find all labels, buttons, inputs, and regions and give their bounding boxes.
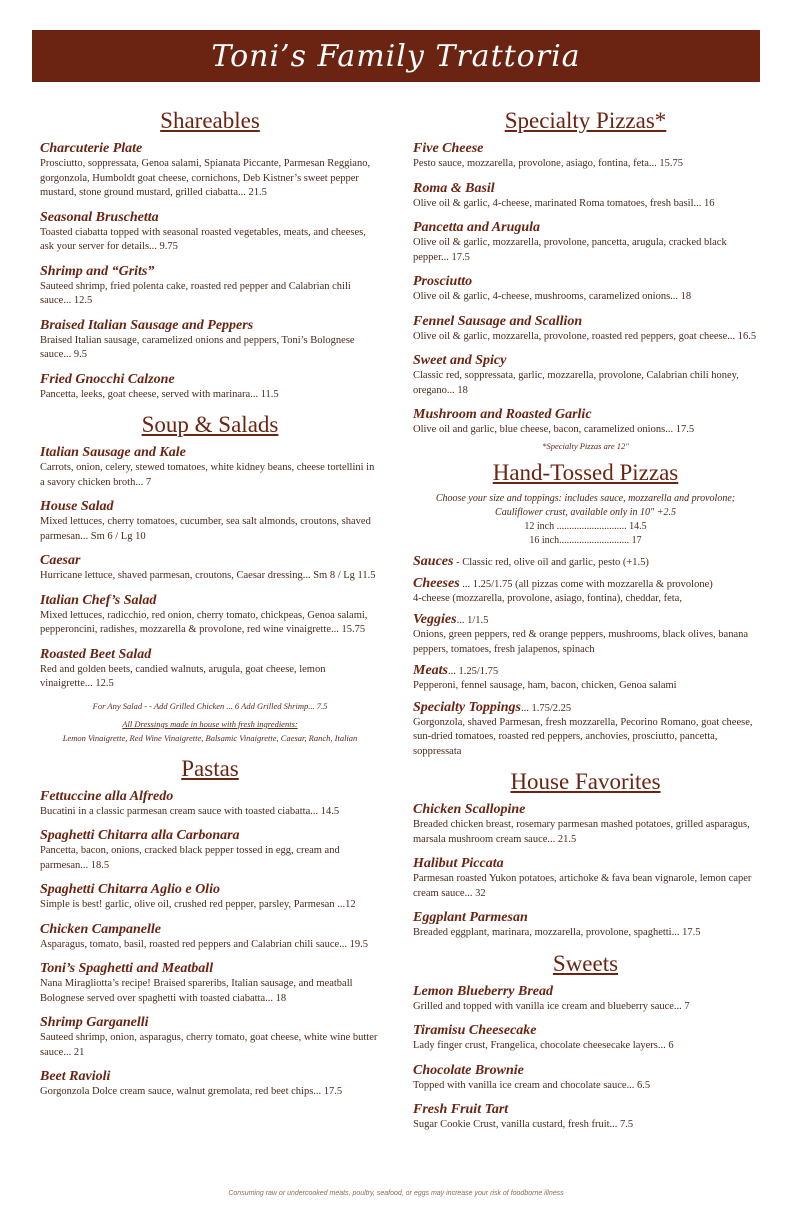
menu-item <box>413 406 758 438</box>
dressing-heading: All Dressings made in house with fresh ingredients: <box>122 718 298 729</box>
item-name: Shrimp and “Grits” <box>40 263 155 279</box>
item-name: Fennel Sausage and Scallion <box>413 313 583 329</box>
item-desc: Asparagus, tomato, basil, roasted red peppers and Calabrian chili sauce... 19.5 <box>40 938 369 950</box>
menu-item <box>413 855 758 901</box>
specialty-pizzas-section <box>413 106 758 452</box>
item-desc: Parmesan roasted Yukon potatoes, artichoke & fava bean vignarole, lemon caper cream sauce... 32 <box>413 873 752 899</box>
restaurant-title: Toni’s Family Trattoria <box>32 30 760 82</box>
food-safety-disclaimer: Consuming raw or undercooked meats, poultry, seafood, or eggs may increase your risk of foodborne illness <box>228 1190 564 1197</box>
item-name: Caesar <box>40 553 81 568</box>
item-name: Spaghetti Chitarra Aglio e Olio <box>40 882 220 897</box>
sweets-section <box>413 949 758 1133</box>
menu-item <box>40 371 380 403</box>
menu-item <box>40 552 380 584</box>
item-desc: Mixed lettuces, radicchio, red onion, cherry tomato, chickpeas, Genoa salami, pepperoncini, radishes, mozzarella & provolone, red wine vinaigrette... 15.75 <box>40 609 368 635</box>
item-desc: Hurricane lettuce, shaved parmesan, croutons, Caesar dressing... Sm 8 / Lg 11.5 <box>40 570 376 581</box>
item-name: Halibut Piccata <box>413 856 504 871</box>
item-name: Tiramisu Cheesecake <box>413 1023 537 1038</box>
menu-item <box>413 983 758 1015</box>
dressing-list: Lemon Vinaigrette, Red Wine Vinaigrette, Balsamic Vinaigrette, Caesar, Ranch, Italian <box>62 732 358 743</box>
menu-item <box>413 909 758 941</box>
item-name: Spaghetti Chitarra alla Carbonara <box>40 828 240 843</box>
menu-item <box>40 960 380 1006</box>
menu-item <box>40 788 380 820</box>
house-favorites-section <box>413 767 758 941</box>
menu-item <box>40 646 380 692</box>
section-title-pastas: Pastas <box>181 755 239 781</box>
topping-group <box>413 576 758 607</box>
topping-name: Meats <box>413 663 448 678</box>
menu-item <box>40 498 380 544</box>
menu-item <box>413 219 758 265</box>
item-desc: Sauteed shrimp, onion, asparagus, cherry tomato, goat cheese, white wine butter sauce... 21 <box>40 1032 378 1058</box>
topping-group <box>413 612 758 657</box>
menu-item <box>413 140 758 172</box>
section-title-house-favorites: House Favorites <box>510 769 661 794</box>
item-desc: Breaded eggplant, marinara, mozzarella, provolone, spaghetti... 17.5 <box>413 927 701 938</box>
menu-item <box>40 1014 380 1060</box>
item-desc: Braised Italian sausage, caramelized onions and peppers, Toni’s Bolognese sauce... 9.5 <box>40 334 355 360</box>
item-desc: Olive oil and garlic, blue cheese, bacon, caramelized onions... 17.5 <box>413 424 695 435</box>
menu-item <box>413 1101 758 1133</box>
item-name: Seasonal Bruschetta <box>40 209 159 225</box>
item-desc: Prosciutto, soppressata, Genoa salami, Spianata Piccante, Parmesan Reggiano, gorgonzola, Humboldt goat cheese, cornichons, Deb Kistner’s sweet pepper mustard, stone ground mustard, grilled ciabatta... 21.5 <box>40 158 371 198</box>
item-desc: Grilled and topped with vanilla ice cream and blueberry sauce... 7 <box>413 1000 690 1012</box>
topping-group <box>413 554 758 570</box>
item-desc: Mixed lettuces, cherry tomatoes, cucumber, sea salt almonds, croutons, shaved parmesan... Sm 6 / Lg 10 <box>40 516 371 542</box>
menu-item <box>40 921 380 953</box>
right-column <box>413 106 758 1141</box>
item-desc: Topped with vanilla ice cream and chocolate sauce... 6.5 <box>413 1079 651 1091</box>
specialty-size-note: *Specialty Pizzas are 12" <box>542 440 629 451</box>
topping-price: ... 1.25/1.75 <box>448 666 499 677</box>
item-desc: Red and golden beets, candied walnuts, arugula, goat cheese, lemon vinaigrette... 12.5 <box>40 663 326 689</box>
item-desc: Breaded chicken breast, rosemary parmesan mashed potatoes, grilled asparagus, marsala mushroom cream sauce... 21.5 <box>413 819 750 845</box>
menu-item <box>413 801 758 847</box>
section-title-shareables: Shareables <box>160 108 260 133</box>
topping-desc: Pepperoni, fennel sausage, ham, bacon, chicken, Genoa salami <box>413 680 677 691</box>
menu-item <box>40 1068 380 1100</box>
hand-tossed-intro <box>413 492 758 548</box>
soup-salads-section <box>40 410 380 744</box>
size-16-inch: 16 inch............................ 17 <box>529 534 642 546</box>
left-column <box>40 106 380 1108</box>
intro-line: Choose your size and toppings: includes sauce, mozzarella and provolone; <box>435 492 736 504</box>
item-name: Sweet and Spicy <box>413 353 507 368</box>
item-desc: Toasted ciabatta topped with seasonal roasted vegetables, meats, and cheeses, ask your server for details... 9.75 <box>40 226 366 252</box>
item-name: Fettuccine alla Alfredo <box>40 788 174 804</box>
section-title-sweets: Sweets <box>552 950 619 976</box>
item-name: Lemon Blueberry Bread <box>413 983 553 999</box>
menu-item <box>40 140 380 201</box>
item-desc: Sauteed shrimp, fried polenta cake, roasted red pepper and Calabrian chili sauce... 12.5 <box>40 280 351 306</box>
item-name: Braised Italian Sausage and Peppers <box>40 317 254 333</box>
item-desc: Nana Miragliotta’s recipe! Braised spareribs, Italian sausage, and meatball Bolognese served over spaghetti with toasted ciabatta... 18 <box>40 978 353 1004</box>
menu-item <box>413 352 758 398</box>
topping-desc: 4-cheese (mozzarella, provolone, asiago, fontina), cheddar, feta, <box>413 592 682 604</box>
item-desc: Olive oil & garlic, 4-cheese, mushrooms, caramelized onions... 18 <box>413 291 692 302</box>
topping-name: Specialty Toppings <box>413 699 521 715</box>
item-name: Fried Gnocchi Calzone <box>40 371 175 387</box>
item-desc: Lady finger crust, Frangelica, chocolate cheesecake layers... 6 <box>413 1040 674 1051</box>
menu-item <box>40 444 380 490</box>
item-name: Roma & Basil <box>413 180 495 196</box>
item-name: Shrimp Garganelli <box>40 1015 149 1030</box>
menu-item <box>40 881 380 913</box>
cauliflower-line: Cauliflower crust, available only in 10" +2.5 <box>495 506 676 518</box>
item-desc: Gorgonzola Dolce cream sauce, walnut gremolata, red beet chips... 17.5 <box>40 1086 343 1097</box>
menu-item <box>413 273 758 305</box>
topping-desc: Gorgonzola, shaved Parmesan, fresh mozzarella, Pecorino Romano, goat cheese, sun-dried tomatoes, roasted red peppers, anchovies, prosciutto, pancetta, soppressata <box>413 716 753 757</box>
topping-name: Sauces <box>413 553 454 569</box>
item-name: Chicken Campanelle <box>40 921 161 937</box>
item-name: Italian Sausage and Kale <box>40 445 186 460</box>
item-desc: Olive oil & garlic, mozzarella, provolone, pancetta, arugula, cracked black pepper... 17.5 <box>413 237 727 263</box>
item-desc: Bucatini in a classic parmesan cream sauce with toasted ciabatta... 14.5 <box>40 805 340 817</box>
topping-price: ... 1.25/1.75 (all pizzas come with mozzarella & provolone) <box>459 578 713 590</box>
item-name: Eggplant Parmesan <box>413 910 528 925</box>
item-desc: Sugar Cookie Crust, vanilla custard, fresh fruit... 7.5 <box>413 1119 634 1130</box>
item-name: Italian Chef’s Salad <box>40 592 157 608</box>
item-name: Fresh Fruit Tart <box>413 1102 509 1117</box>
item-name: Chocolate Brownie <box>413 1062 524 1078</box>
menu-item <box>40 592 380 638</box>
item-desc: Carrots, onion, celery, stewed tomatoes, white kidney beans, cheese tortellini in a savory chicken broth... 7 <box>40 462 375 488</box>
menu-item <box>40 209 380 255</box>
topping-price: ... 1/1.5 <box>456 615 489 626</box>
item-name: Charcuterie Plate <box>40 141 143 156</box>
topping-group <box>413 700 758 760</box>
item-desc: Pesto sauce, mozzarella, provolone, asiago, fontina, feta... 15.75 <box>413 158 683 169</box>
topping-group <box>413 663 758 694</box>
menu-item <box>40 827 380 873</box>
item-desc: Simple is best! garlic, olive oil, crushed red pepper, parsley, Parmesan ...12 <box>40 899 356 910</box>
topping-price: ... 1.75/2.25 <box>521 702 572 714</box>
menu-item <box>413 1062 758 1094</box>
item-name: Five Cheese <box>413 141 484 156</box>
shareables-section <box>40 106 380 402</box>
item-name: Mushroom and Roasted Garlic <box>413 407 592 422</box>
item-desc: Olive oil & garlic, mozzarella, provolone, roasted red peppers, goat cheese... 16.5 <box>413 330 757 342</box>
item-desc: Pancetta, bacon, onions, cracked black pepper tossed in egg, cream and parmesan... 18.5 <box>40 845 340 871</box>
topping-price: - Classic red, olive oil and garlic, pesto (+1.5) <box>453 556 649 568</box>
topping-name: Cheeses <box>413 575 460 591</box>
item-desc: Classic red, soppressata, garlic, mozzarella, provolone, Calabrian chili honey, oregano... 18 <box>413 370 739 396</box>
item-name: Pancetta and Arugula <box>413 220 541 235</box>
section-title-soup-salads: Soup & Salads <box>141 412 279 437</box>
menu-item <box>413 313 758 345</box>
item-desc: Olive oil & garlic, 4-cheese, marinated Roma tomatoes, fresh basil... 16 <box>413 197 715 209</box>
hand-tossed-section <box>413 458 758 760</box>
section-title-specialty-pizzas: Specialty Pizzas* <box>504 108 667 133</box>
salad-addon-note: For Any Salad - - Add Grilled Chicken ... 6 Add Grilled Shrimp... 7.5 <box>92 700 328 711</box>
topping-name: Veggies <box>413 612 457 627</box>
menu-item <box>413 1022 758 1054</box>
item-desc: Pancetta, leeks, goat cheese, served with marinara... 11.5 <box>40 388 279 400</box>
pastas-section <box>40 754 380 1100</box>
item-name: Roasted Beet Salad <box>40 646 152 662</box>
item-name: Toni’s Spaghetti and Meatball <box>40 961 214 976</box>
menu-item <box>40 317 380 363</box>
item-name: Beet Ravioli <box>40 1069 111 1084</box>
item-name: Chicken Scallopine <box>413 802 526 817</box>
section-title-hand-tossed: Hand-Tossed Pizzas <box>492 459 679 485</box>
size-12-inch: 12 inch ............................ 14.5 <box>524 520 647 532</box>
item-name: Prosciutto <box>413 274 473 289</box>
menu-item <box>40 263 380 309</box>
topping-desc: Onions, green peppers, red & orange peppers, mushrooms, black olives, banana peppers, tomatoes, fresh jalapenos, spinach <box>413 629 749 655</box>
item-name: House Salad <box>40 499 114 514</box>
menu-item <box>413 180 758 212</box>
